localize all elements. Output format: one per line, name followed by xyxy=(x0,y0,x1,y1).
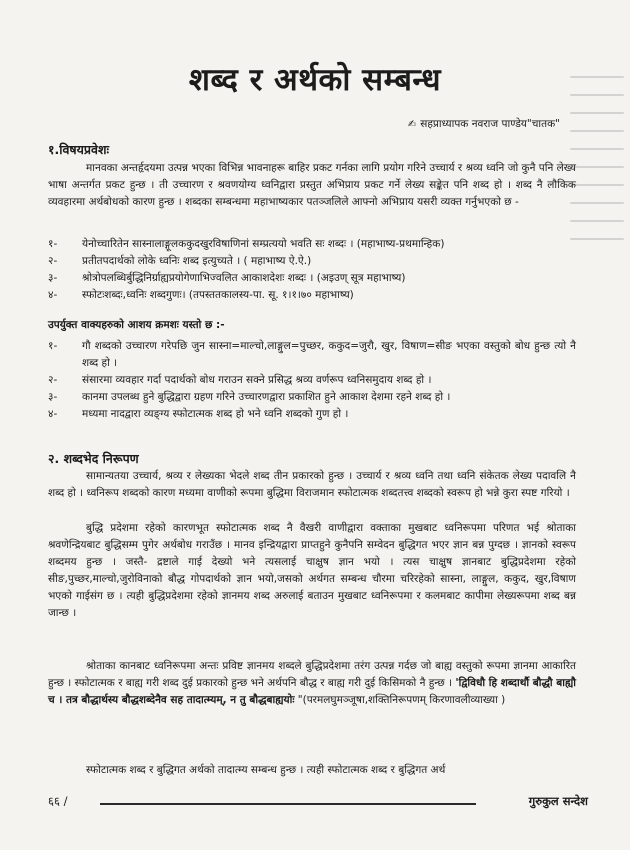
section1-paragraph: मानवका अन्तर्हृदयमा उत्पन्न भएका विभिन्न भावनाहरू बाहिर प्रकट गर्नका लागि प्रयोग गरिने उच्चार्य र श्रव्य ध्वनि जो कुनै पनि लेख्य भाषा अन्तर्गत प्रकट हुन्छ । ती उच्चारण र श्रवणयोग्य ध्वनिद्वारा प्रस्तुत अभिप्राय प्रकट गर्ने लेख्य सङ्केत पनि शब्द हो । शब्द नै लौकिक व्यवहारमा अर्थबोधको कारण हुन्छ । शब्दका सम्बन्धमा महाभाष्यकार पतञ्जलिले आफ्नो अभिप्राय यसरी व्यक्त गर्नुभएको छ - xyxy=(48,162,576,208)
page-footer xyxy=(48,794,588,814)
list-item: ४- मध्यमा नादद्वारा व्यङ्ग्य स्फोटात्मक शब्द हो भने ध्वनि शब्दको गुण हो । xyxy=(48,408,349,420)
section2-paragraph-3: श्रोताका कानबाट ध्वनिरूपमा अन्तः प्रविष्ट ज्ञानमय शब्दले बुद्धिप्रदेशमा तरंग उत्पन्न गर्दछ जो बाह्य वस्तुको रूपमा ज्ञानमा आकारित हुन्छ । स्फोटात्मक र बाह्य गरी शब्द दुई प्रकारको हुन्छ भने अर्थपनि बौद्ध र बाह्य गरी दुई किसिमको नै हुन्छ । 'द्विविधौ हि शब्दार्थौ बौद्धौ बाह्यौ च । तत्र बौद्धार्थस्य बौद्धशब्देनैव सह तादात्म्यम्, न तु बौद्धबाह्ययोः "(परमलघुमञ्जूषा,शक्तिनिरूपणम् किरणावलीव्याख्या ) xyxy=(48,660,576,706)
list-item: १- येनोच्चारितेन सास्नालाङ्गूलककुदखुरविषाणिनां सम्प्रत्ययो भवति सः शब्दः । (महाभाष्य-प्रथमान्हिक) xyxy=(48,238,445,250)
summary-list xyxy=(48,338,576,423)
page-title: शब्द र अर्थको सम्बन्ध xyxy=(188,62,442,98)
list-item: ३- श्रोत्रोपलब्धिर्बुद्धिनिर्ग्राह्यप्रयोगेणाभिज्वलित आकाशदेशः शब्दः । (अइउण् सूत्र महाभाष्य) xyxy=(48,272,406,284)
list-item: १- गौ शब्दको उच्चारण गरेपछि जुन सास्ना=माल्चो,लाङ्गुल=पुच्छर, ककुद=जुरौ, खुर, विषाण=सीङ भएका वस्तुको बोध हुन्छ त्यो नै शब्द हो । xyxy=(48,340,576,369)
footer-rule xyxy=(100,803,476,805)
list-item: २- संसारमा व्यवहार गर्दा पदार्थको बोध गराउन सक्ने प्रसिद्ध श्रव्य वर्णरूप ध्वनिसमुदाय शब्द हो । xyxy=(48,374,432,386)
magazine-name: गुरुकुल सन्देश xyxy=(528,794,588,808)
section1-heading: १.विषयप्रवेशः xyxy=(48,142,109,157)
section2-paragraph-4: स्फोटात्मक शब्द र बुद्धिगत अर्थको तादात्म्य सम्बन्ध हुन्छ । त्यही स्फोटात्मक शब्द र बुद्धिगत अर्थ xyxy=(86,764,446,776)
section2-paragraph-2: बुद्धि प्रदेशमा रहेको कारणभूत स्फोटात्मक शब्द नै वैखरी वाणीद्वारा वक्ताका मुखबाट ध्वनिरूपमा परिणत भई श्रोताका श्रवणेन्द्रियबाट बुद्धिसम्म पुगेर अर्थबोध गराउँछ । मानव इन्द्रियद्वारा प्राप्तहुने कुनैपनि सम्वेदन बुद्धिगत भएर ज्ञान बन्न पुग्दछ । ज्ञानको स्वरूप शब्दमय हुन्छ । जस्तै- द्रष्टाले गाई देख्यो भने त्यसलाई चाक्षुष ज्ञान भयो । त्यस चाक्षुष ज्ञानबाट बुद्धिप्रदेशमा रहेको सीङ,पुच्छर,माल्चो,जुरोविनाको बौद्ध गोपदार्थको ज्ञान भयो,जसको अर्थगत सम्बन्ध चौरमा चरिरहेको सास्ना, लाङ्गुल, ककुद, खुर,विषाण भएको गाईसंग छ । त्यही बुद्धिप्रदेशमा रहेको ज्ञानमय शब्द अरुलाई बताउन मुखबाट ध्वनिरूपमा र कलमबाट कापीमा लेख्यरूपमा शब्द बन्न जान्छ । xyxy=(48,522,576,619)
section2-heading: २. शब्दभेद निरूपण xyxy=(48,451,139,466)
section2-paragraph-1: सामान्यतया उच्चार्य, श्रव्य र लेख्यका भेदले शब्द तीन प्रकारको हुन्छ । उच्चार्य र श्रव्य ध्वनि तथा ध्वनि संकेतक लेख्य पदावलि नै शब्द हो । ध्वनिरूप शब्दको कारण मध्यमा वाणीको रूपमा बुद्धिमा विराजमान स्फोटात्मक शब्दतत्त्व शब्दको स्वरूप हो भन्ने कुरा स्पष्ट गरियो । xyxy=(48,470,576,499)
sanskrit-quote: 'द्विविधौ हि शब्दार्थौ बौद्धौ बाह्यौ च । तत्र बौद्धार्थस्य बौद्धशब्देनैव सह तादात्म्यम्, न तु बौद्धबाह्ययोः xyxy=(48,677,576,706)
author-name: सहप्राध्यापक नवराज पाण्डेय"चातक" xyxy=(420,118,560,130)
list-item: ३- कानमा उपलब्ध हुने बुद्धिद्वारा ग्रहण गरिने उच्चारणद्वारा प्रकाशित हुने आकाश देशमा रहने शब्द हो । xyxy=(48,391,451,403)
pen-icon: ✍ xyxy=(407,119,417,130)
list-item: ४- स्फोटःशब्दः,ध्वनिः शब्दगुणः। (तपस्ततकालस्य-पा. सू. १।१।७० महाभाष्य) xyxy=(48,289,354,301)
page-number: ६६ / xyxy=(48,794,68,808)
list-item: २- प्रतीतपदार्थको लोके ध्वनिः शब्द इत्युच्यते । ( महाभाष्य ऐ.ऐ.) xyxy=(48,255,312,267)
quote-list xyxy=(48,236,576,304)
author-line xyxy=(408,117,560,131)
summary-heading: उपर्युक्त वाक्यहरुको आशय क्रमशः यस्तो छ :- xyxy=(48,319,225,331)
